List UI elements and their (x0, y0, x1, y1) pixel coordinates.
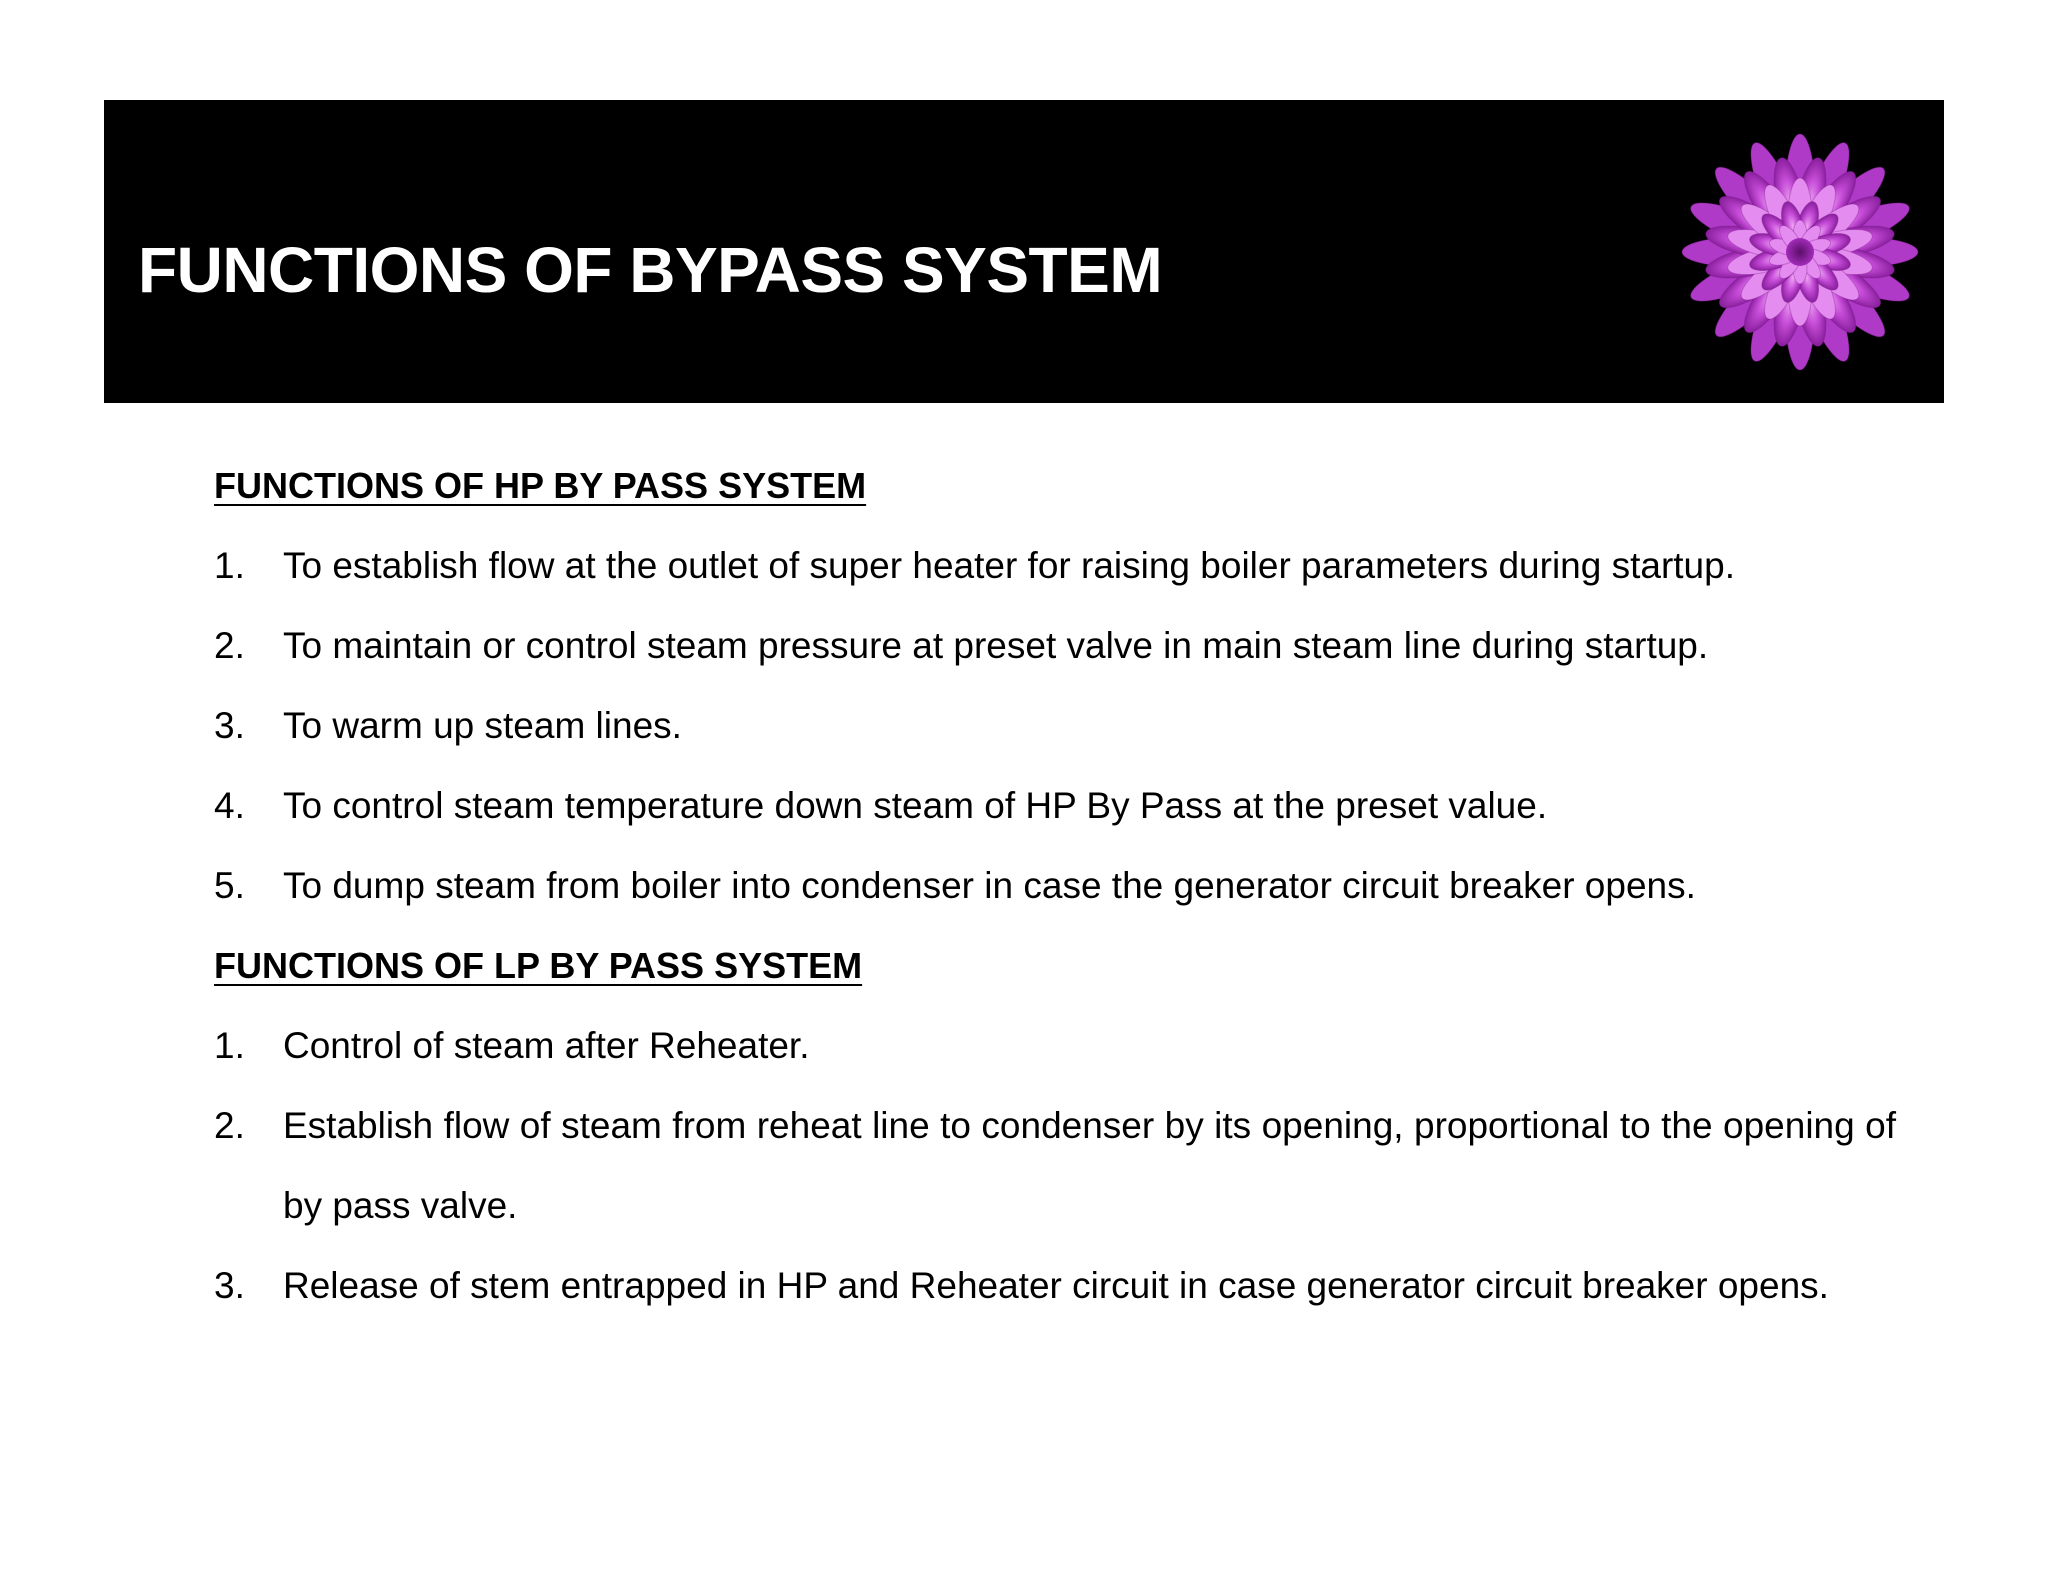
list-text: To dump steam from boiler into condenser in case the generator circuit breaker opens. (283, 865, 1696, 906)
list-number: 5. (214, 865, 245, 906)
list-item (214, 526, 1896, 606)
list-text: Control of steam after Reheater. (283, 1025, 810, 1066)
list-text: To warm up steam lines. (283, 705, 682, 746)
lp-function-list (214, 1006, 1896, 1326)
list-item (214, 606, 1896, 686)
list-item (214, 766, 1896, 846)
hp-function-list (214, 526, 1896, 926)
list-item (214, 1006, 1896, 1086)
list-text: To maintain or control steam pressure at preset valve in main steam line during startup. (283, 625, 1709, 666)
list-text: Establish flow of steam from reheat line to condenser by its opening, proportional to the opening of by pass valve. (283, 1105, 1896, 1226)
list-number: 2. (214, 1105, 245, 1146)
list-number: 3. (214, 705, 245, 746)
page-title: FUNCTIONS OF BYPASS SYSTEM (138, 234, 1163, 306)
title-banner (104, 100, 1944, 403)
list-number: 1. (214, 545, 245, 586)
list-item (214, 1086, 1896, 1246)
lp-section-heading: FUNCTIONS OF LP BY PASS SYSTEM (214, 945, 863, 986)
list-number: 3. (214, 1265, 245, 1306)
list-number: 1. (214, 1025, 245, 1066)
flower-image (1656, 100, 1944, 403)
list-text: To control steam temperature down steam of HP By Pass at the preset value. (283, 785, 1548, 826)
list-item (214, 846, 1896, 926)
list-text: To establish flow at the outlet of super heater for raising boiler parameters during startup. (283, 545, 1735, 586)
list-item (214, 686, 1896, 766)
list-number: 2. (214, 625, 245, 666)
list-text: Release of stem entrapped in HP and Reheater circuit in case generator circuit breaker opens. (283, 1265, 1829, 1306)
list-number: 4. (214, 785, 245, 826)
list-item (214, 1246, 1896, 1326)
content-area (214, 446, 1896, 1326)
flower-center (1786, 238, 1814, 266)
hp-section-heading: FUNCTIONS OF HP BY PASS SYSTEM (214, 465, 867, 506)
